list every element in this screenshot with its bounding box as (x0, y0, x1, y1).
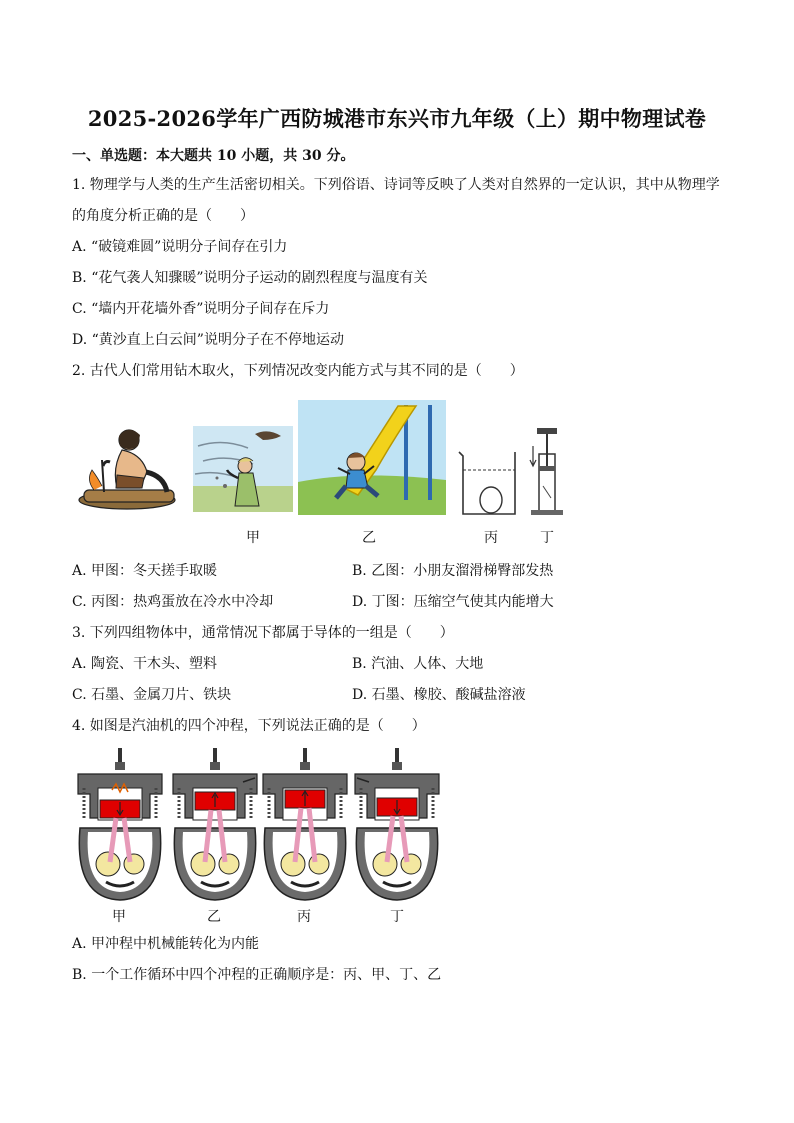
q1-option-b: B. “花气袭人知骤暖”说明分子运动的剧烈程度与温度有关 (72, 270, 428, 286)
engine-strokes-figure (72, 748, 452, 906)
air-pump-compression-figure (527, 426, 567, 516)
section-heading: 一、单选题：本大题共 10 小题，共 30 分。 (72, 148, 355, 164)
egg-in-beaker-figure (455, 448, 523, 518)
q1-option-c: C. “墙内开花墙外香”说明分子间存在斥力 (72, 301, 330, 317)
child-on-slide-figure (298, 400, 446, 515)
q4-option-b: B. 一个工作循环中四个冲程的正确顺序是：丙、甲、丁、乙 (72, 967, 442, 983)
engine-stroke-jia (78, 748, 162, 900)
q2-stem: 2. 古代人们常用钻木取火，下列情况改变内能方式与其不同的是（ ） (72, 363, 524, 379)
q2-label-bing: 丙 (484, 530, 498, 546)
q3-option-d: D. 石墨、橡胶、酸碱盐溶液 (352, 687, 526, 703)
q1-option-a: A. “破镜难圆”说明分子间存在引力 (72, 239, 288, 255)
engine-stroke-bing (263, 748, 347, 900)
q2-label-ding: 丁 (540, 530, 554, 546)
q3-stem: 3. 下列四组物体中，通常情况下都属于导体的一组是（ ） (72, 625, 454, 641)
q1-stem-line1: 1. 物理学与人类的生产生活密切相关。下列俗语、诗词等反映了人类对自然界的一定认识，其中从物理学 (72, 177, 720, 193)
q2-label-jia: 甲 (246, 530, 260, 546)
engine-stroke-yi (173, 748, 257, 900)
q3-option-c: C. 石墨、金属刀片、铁块 (72, 687, 232, 703)
q2-label-yi: 乙 (362, 530, 376, 546)
q4-label-ding: 丁 (390, 909, 404, 925)
q3-option-b: B. 汽油、人体、大地 (352, 656, 484, 672)
q1-option-d: D. “黄沙直上白云间”说明分子在不停地运动 (72, 332, 344, 348)
q4-label-yi: 乙 (207, 909, 221, 925)
q2-option-c: C. 丙图：热鸡蛋放在冷水中冷却 (72, 594, 274, 610)
engine-stroke-ding (355, 748, 439, 900)
page-title: 2025-2026学年广西防城港市东兴市九年级（上）期中物理试卷 (87, 106, 707, 131)
q4-option-a: A. 甲冲程中机械能转化为内能 (72, 936, 260, 952)
q3-option-a: A. 陶瓷、干木头、塑料 (72, 656, 218, 672)
q2-option-b: B. 乙图：小朋友溜滑梯臀部发热 (352, 563, 554, 579)
q2-option-a: A. 甲图：冬天搓手取暖 (72, 563, 218, 579)
q2-option-d: D. 丁图：压缩空气使其内能增大 (352, 594, 554, 610)
q1-stem-line2: 的角度分析正确的是（ ） (72, 208, 254, 224)
q4-label-bing: 丙 (297, 909, 311, 925)
child-in-wind-figure (193, 426, 293, 512)
caveman-drilling-fire-figure (72, 420, 180, 515)
q4-label-jia: 甲 (112, 909, 126, 925)
q4-stem: 4. 如图是汽油机的四个冲程，下列说法正确的是（ ） (72, 718, 426, 734)
